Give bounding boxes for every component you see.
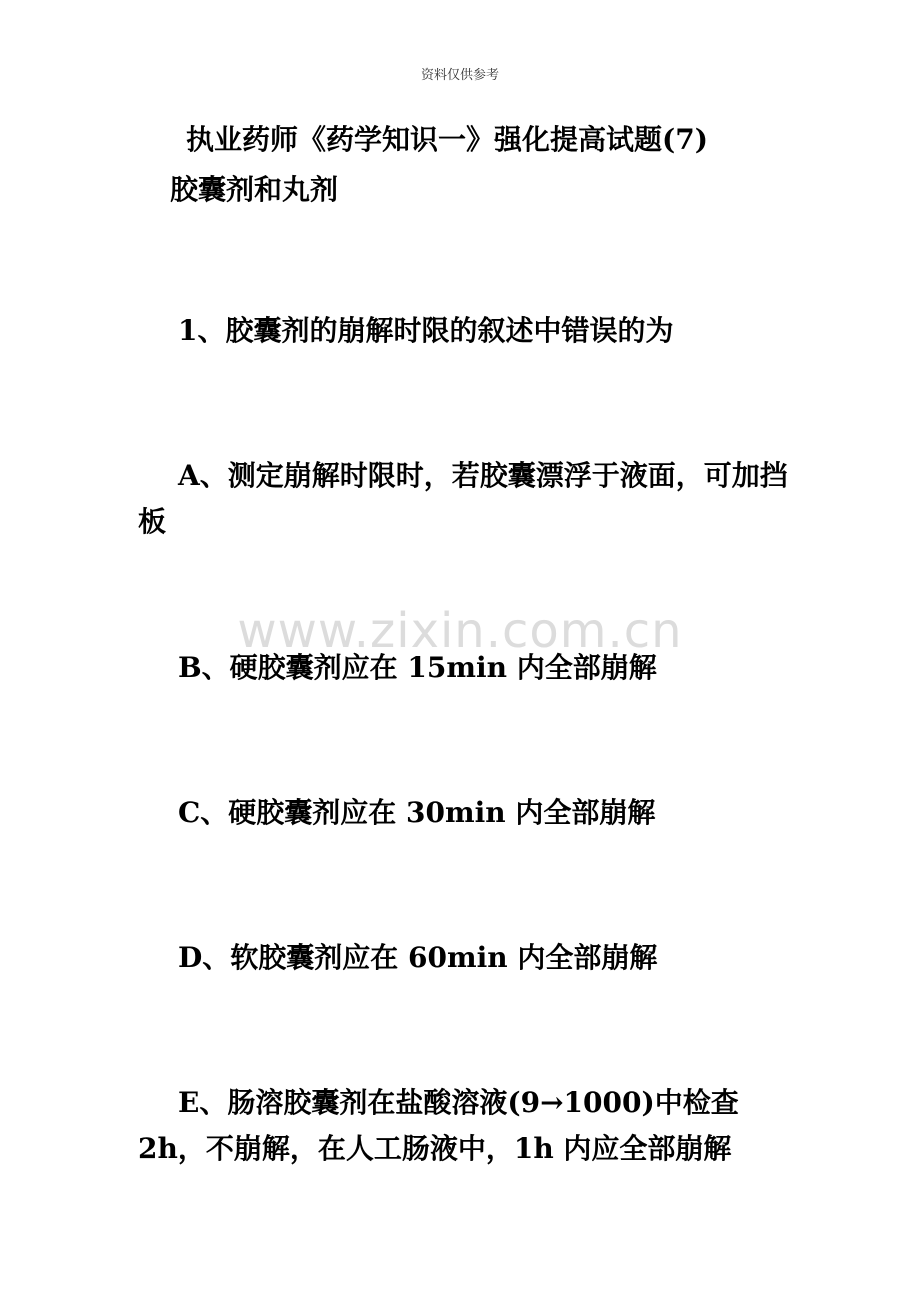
watermark: www.zixin.com.cn <box>237 603 683 659</box>
option-d: D、软胶囊剂应在 60min 内全部崩解 <box>178 941 658 974</box>
option-c: C、硬胶囊剂应在 30min 内全部崩解 <box>178 796 656 829</box>
question-stem: 1、胶囊剂的崩解时限的叙述中错误的为 <box>178 314 674 347</box>
header-note: 资料仅供参考 <box>420 68 499 83</box>
option-a: A、测定崩解时限时，若胶囊漂浮于液面，可加挡板 <box>138 459 788 538</box>
section-subtitle: 胶囊剂和丸剂 <box>170 173 339 206</box>
option-b: B、硬胶囊剂应在 15min 内全部崩解 <box>178 651 657 684</box>
option-e: E、肠溶胶囊剂在盐酸溶液(9→1000)中检查 2h，不崩解，在人工肠液中，1h 内应全部崩解 <box>138 1086 739 1165</box>
page-title: 执业药师《药学知识一》强化提高试题(7) <box>186 123 708 156</box>
